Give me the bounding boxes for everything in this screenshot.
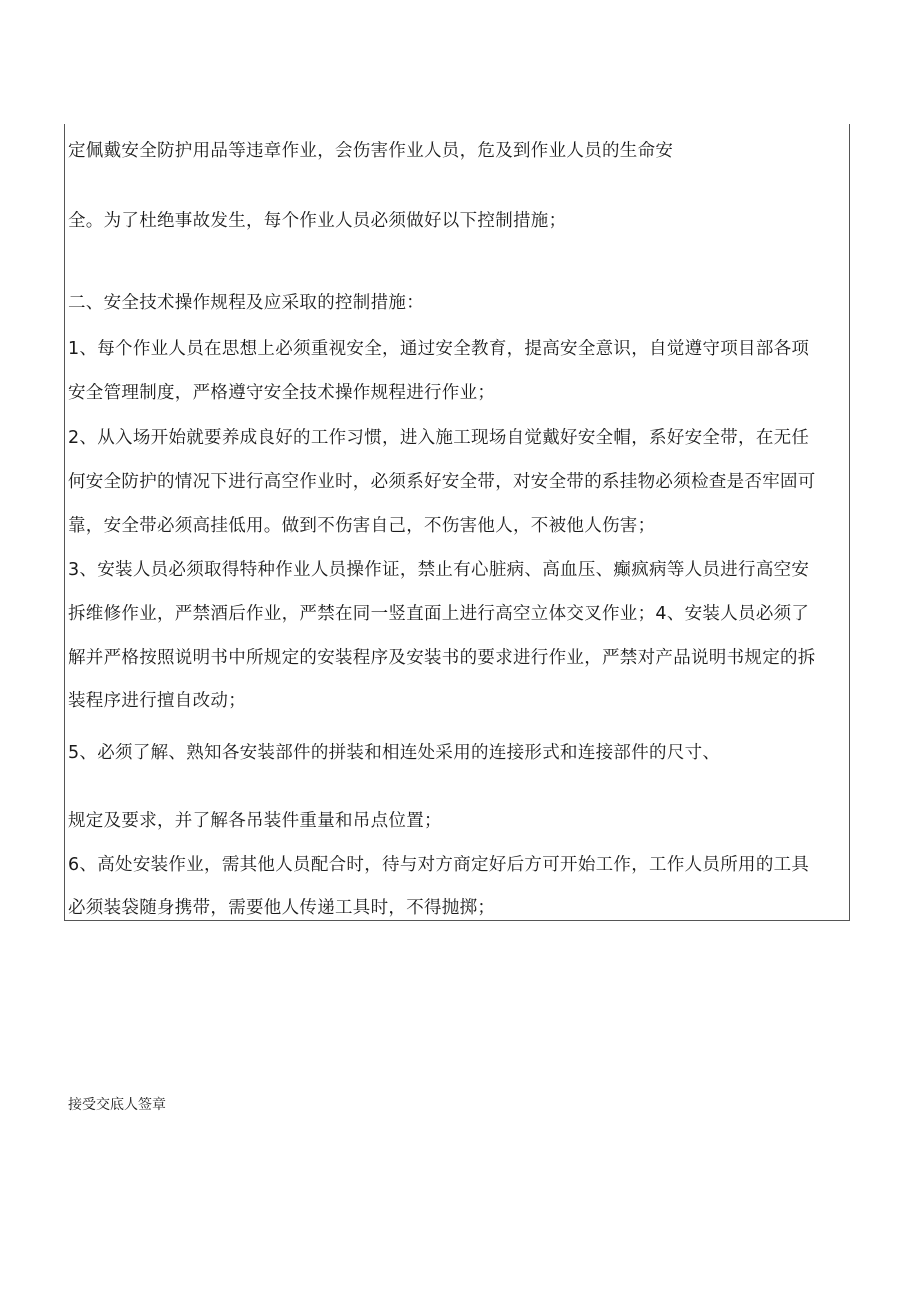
document-line-13: 5、必须了解、熟知各安装部件的拼装和相连处采用的连接形式和连接部件的尺寸、 <box>68 743 721 763</box>
document-line-14: 规定及要求，并了解各吊装件重量和吊点位置； <box>68 811 442 831</box>
document-line-15: 6、高处安装作业，需其他人员配合时，待与对方商定好后方可开始工作，工作人员所用的工具 <box>68 855 810 875</box>
document-line-9: 3、安装人员必须取得特种作业人员操作证，禁止有心脏病、高血压、癫疯病等人员进行高空安 <box>68 560 810 580</box>
document-line-5: 安全管理制度，严格遵守安全技术操作规程进行作业； <box>68 383 496 403</box>
document-line-8: 靠，安全带必须高挂低用。做到不伤害自己，不伤害他人，不被他人伤害； <box>68 516 656 536</box>
document-line-16: 必须装袋随身携带，需要他人传递工具时，不得抛掷； <box>68 898 496 918</box>
document-line-1: 定佩戴安全防护用品等违章作业，会伤害作业人员，危及到作业人员的生命安 <box>68 141 674 161</box>
section-heading: 二、安全技术操作规程及应采取的控制措施： <box>68 293 424 313</box>
signature-label: 接受交底人签章 <box>68 1097 166 1113</box>
document-line-4: 1、每个作业人员在思想上必须重视安全，通过安全教育，提高安全意识，自觉遵守项目部各项 <box>68 339 810 359</box>
document-line-12: 装程序进行擅自改动； <box>68 691 246 711</box>
document-line-10: 拆维修作业，严禁酒后作业，严禁在同一竖直面上进行高空立体交叉作业；4、安装人员必须了 <box>68 604 810 624</box>
document-line-2: 全。为了杜绝事故发生，每个作业人员必须做好以下控制措施； <box>68 211 567 231</box>
document-line-11: 解并严格按照说明书中所规定的安装程序及安装书的要求进行作业，严禁对产品说明书规定的拆 <box>68 648 816 668</box>
document-line-6: 2、从入场开始就要养成良好的工作习惯，进入施工现场自觉戴好安全帽，系好安全带，在无任 <box>68 428 810 448</box>
document-line-7: 何安全防护的情况下进行高空作业时，必须系好安全带，对安全带的系挂物必须检查是否牢固可 <box>68 472 816 492</box>
